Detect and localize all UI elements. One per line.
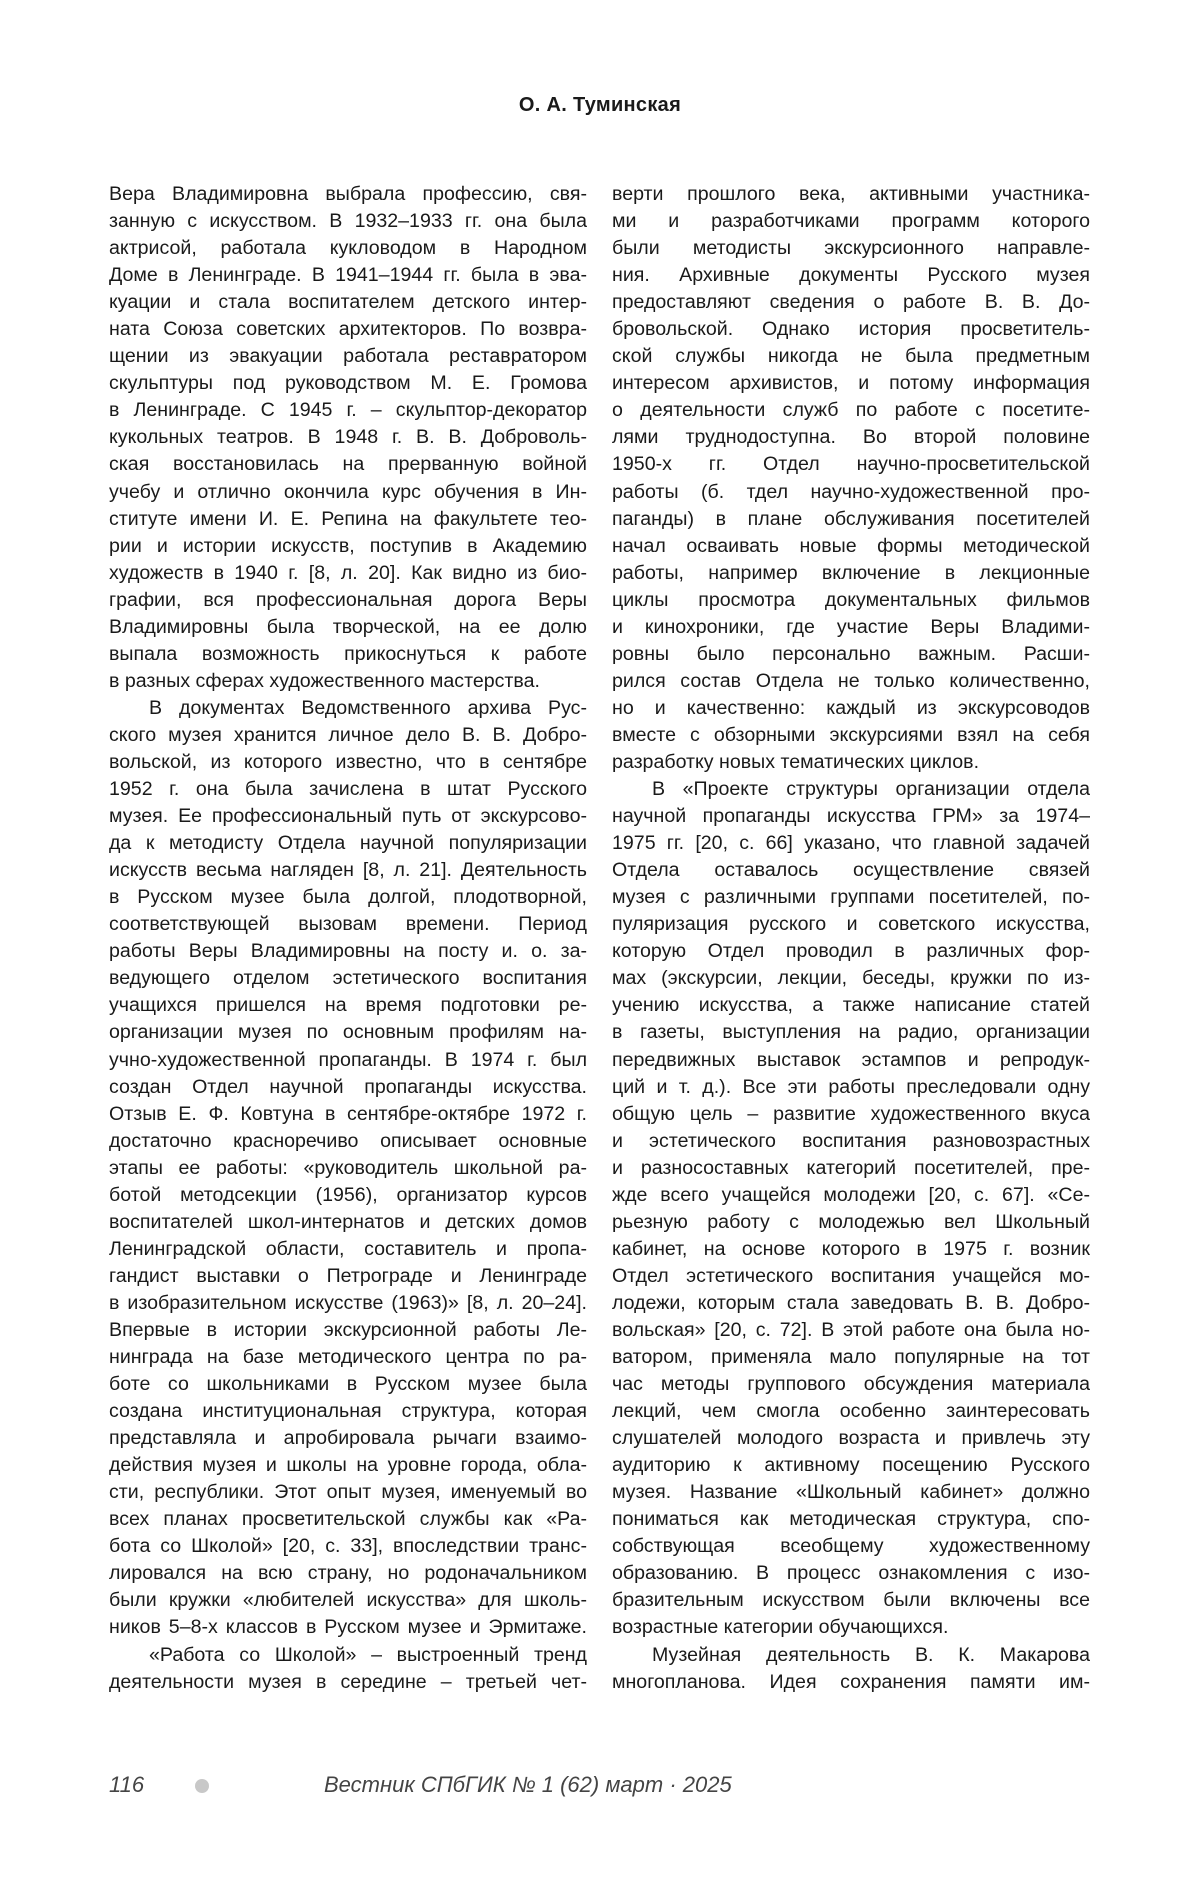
text-line: паганды) в плане обслуживания посетителей [612, 507, 1090, 530]
text-line: ская восстановилась на прерванную войной [109, 453, 587, 476]
text-line: и эстетического воспитания разновозрастных [612, 1129, 1090, 1152]
text-line: циклы просмотра документальных фильмов [612, 588, 1090, 611]
text-line: научной пропаганды искусства ГРМ» за 1974– [612, 805, 1090, 828]
text-line: действия музея и школы на уровне города, обла- [109, 1454, 587, 1477]
text-line: кабинет, на основе которого в 1975 г. возник [612, 1237, 1090, 1260]
text-line: да к методисту Отдела научной популяризации [109, 832, 587, 855]
text-line: Доме в Ленинграде. В 1941–1944 гг. была в эва- [109, 264, 587, 287]
text-line: гандист выставки о Петрограде и Ленинграде [109, 1264, 587, 1287]
text-line: собствующая всеобщему художественному [612, 1535, 1090, 1558]
text-line: ботой методсекции (1956), организатор курсов [109, 1183, 587, 1206]
left-text-column [109, 181, 587, 1696]
text-line: жде всего учащейся молодежи [20, с. 67]. «Се- [612, 1183, 1090, 1206]
journal-footer: Вестник СПбГИК № 1 (62) март · 2025 [324, 1772, 732, 1797]
text-line: верти прошлого века, активными участника- [612, 183, 1090, 205]
text-line: ведующего отделом эстетического воспитания [109, 967, 587, 990]
text-line: рился состав Отдела не только количественно, [612, 669, 1090, 692]
text-line: предоставляют сведения о работе В. В. До- [612, 291, 1090, 314]
text-line: 1950-х гг. Отдел научно-просветительской [612, 453, 1090, 476]
text-line: выпала возможность прикоснуться к работе [109, 642, 587, 665]
text-line: 1952 г. она была зачислена в штат Русского [109, 778, 587, 801]
text-line: слушателей молодого возраста и привлечь эту [612, 1427, 1090, 1450]
text-line: Впервые в истории экскурсионной работы Ле- [109, 1318, 587, 1341]
text-line: пониматься как методическая структура, спо- [612, 1508, 1090, 1531]
text-line: ватором, применяла мало популярные на тот [612, 1346, 1090, 1369]
running-head-author: О. А. Туминская [518, 94, 682, 116]
text-line: музея. Ее профессиональный путь от экскурсово- [109, 805, 587, 828]
text-line: занную с искусством. В 1932–1933 гг. она была [109, 210, 587, 233]
text-line: образованию. В процесс ознакомления с изо- [612, 1562, 1090, 1585]
text-line: графии, вся профессиональная дорога Веры [109, 588, 587, 611]
text-line: о деятельности служб по работе с посетите- [612, 399, 1090, 422]
text-line: ровны было персонально важным. Расши- [612, 642, 1090, 665]
text-line: Отдела оставалось осуществление связей [612, 859, 1090, 882]
text-line: ми и разработчиками программ которого [612, 210, 1090, 233]
text-line: соответствующей вызовам времени. Период [109, 913, 587, 936]
text-line: всех планах просветительской службы как «Ра- [109, 1508, 587, 1531]
text-line: возрастные категории обучающихся. [612, 1616, 949, 1639]
text-line: пуляризация русского и советского искусства, [612, 913, 1090, 936]
text-line: «Работа со Школой» – выстроенный тренд [149, 1643, 587, 1666]
text-line: кукольных театров. В 1948 г. В. В. Доброволь- [109, 426, 587, 449]
text-line: Музейная деятельность В. К. Макарова [652, 1643, 1090, 1666]
text-line: ской службы никогда не была предметным [612, 345, 1090, 368]
text-line: Вера Владимировна выбрала профессию, свя- [109, 183, 587, 205]
text-line: рьезную работу с молодежью вел Школьный [612, 1210, 1090, 1233]
text-line: разработку новых тематических циклов. [612, 750, 980, 773]
text-line: работы, например включение в лекционные [612, 561, 1090, 584]
page-number: 116 [109, 1772, 145, 1797]
text-line: боте со школьниками в Русском музее была [109, 1373, 587, 1396]
text-line: Отдел эстетического воспитания учащейся мо- [612, 1264, 1090, 1287]
text-line: лями труднодоступна. Во второй половине [612, 426, 1090, 449]
text-line: многопланова. Идея сохранения памяти им- [612, 1670, 1090, 1693]
text-line: 1975 гг. [20, с. 66] указано, что главной задачей [612, 832, 1090, 855]
text-line: и кинохроники, где участие Веры Владими- [612, 615, 1090, 638]
text-line: создан Отдел научной пропаганды искусства. [109, 1075, 587, 1098]
text-line: работы (б. тдел научно-художественной про- [612, 480, 1090, 503]
text-line: ников 5–8-х классов в Русском музее и Эрмитаже. [109, 1616, 587, 1639]
text-line: деятельности музея в середине – третьей чет- [109, 1670, 587, 1693]
text-line: ций и т. д.). Все эти работы преследовали одну [612, 1075, 1090, 1098]
text-line: вольской, из которого известно, что в сентябре [109, 750, 587, 773]
text-line: бровольской. Однако история просветитель- [612, 318, 1090, 341]
text-line: были кружки «любителей искусства» для школь- [109, 1589, 587, 1612]
text-line: лировался на всю страну, но родоначальником [109, 1562, 587, 1585]
text-line: в разных сферах художественного мастерства. [109, 669, 540, 692]
text-line: ната Союза советских архитекторов. По возвра- [109, 318, 587, 341]
text-line: щении из эвакуации работала реставратором [109, 345, 587, 368]
text-line: были методисты экскурсионного направле- [612, 237, 1090, 260]
text-line: начал осваивать новые формы методической [612, 534, 1090, 557]
text-line: скульптуры под руководством М. Е. Громова [109, 372, 587, 395]
text-line: час методы группового обсуждения материала [612, 1373, 1090, 1396]
text-line: ния. Архивные документы Русского музея [612, 264, 1090, 287]
text-line: Владимировны была творческой, на ее долю [109, 615, 587, 638]
text-line: в Ленинграде. С 1945 г. – скульптор-декоратор [109, 399, 587, 422]
text-line: вольская» [20, с. 72]. В этой работе она была но- [612, 1318, 1090, 1341]
text-line: в газеты, выступления на радио, организации [612, 1021, 1090, 1044]
text-line: бота со Школой» [20, с. 33], впоследствии транс- [109, 1535, 587, 1558]
text-line: В «Проекте структуры организации отдела [652, 778, 1090, 801]
text-line: интересом архивистов, и потому информация [612, 372, 1090, 395]
text-line: нинграда на базе методического центра по ра- [109, 1346, 587, 1369]
text-line: В документах Ведомственного архива Рус- [149, 696, 587, 719]
text-line: вместе с обзорными экскурсиями взял на себя [612, 723, 1090, 746]
text-line: аудиторию к активному посещению Русского [612, 1454, 1090, 1477]
text-line: передвижных выставок эстампов и репродук- [612, 1048, 1090, 1071]
text-line: бразительным искусством были включены все [612, 1589, 1090, 1612]
text-line: актрисой, работала кукловодом в Народном [109, 237, 587, 260]
text-line: общую цель – развитие художественного вкуса [612, 1102, 1090, 1125]
text-line: представляла и апробировала рычаги взаимо- [109, 1427, 587, 1450]
text-line: музея с различными группами посетителей, по- [612, 886, 1090, 909]
text-line: работы Веры Владимировны на посту и. о. за- [109, 940, 587, 963]
footer-dot-icon [195, 1779, 209, 1793]
text-line: учащихся пришелся на время подготовки ре- [109, 994, 587, 1017]
text-line: учебу и отлично окончила курс обучения в Ин- [109, 480, 587, 503]
text-line: организации музея по основным профилям на- [109, 1021, 587, 1044]
text-line: достаточно красноречиво описывает основные [109, 1129, 587, 1152]
text-line: ституте имени И. Е. Репина на факультете тео- [109, 507, 587, 530]
text-line: художеств в 1940 г. [8, л. 20]. Как видно из био- [109, 561, 587, 584]
text-line: и разносоставных категорий посетителей, пре- [612, 1156, 1090, 1179]
text-line: искусств весьма нагляден [8, л. 21]. Деятельность [109, 859, 587, 882]
text-line: учно-художественной пропаганды. В 1974 г. был [109, 1048, 587, 1071]
text-line: лекций, чем смогла особенно заинтересовать [612, 1400, 1090, 1423]
text-line: воспитателей школ-интернатов и детских домов [109, 1210, 587, 1233]
right-text-column [612, 181, 1090, 1696]
text-line: рии и истории искусств, поступив в Академию [109, 534, 587, 557]
text-line: которую Отдел проводил в различных фор- [612, 940, 1090, 963]
text-line: мах (экскурсии, лекции, беседы, кружки по из- [612, 967, 1090, 990]
text-line: в изобразительном искусстве (1963)» [8, л. 20–24]. [109, 1291, 587, 1314]
text-line: лодежи, которым стала заведовать В. В. Добро- [612, 1291, 1090, 1314]
text-line: Ленинградской области, составитель и пропа- [109, 1237, 587, 1260]
text-line: учению искусства, а также написание статей [612, 994, 1090, 1017]
text-line: в Русском музее была долгой, плодотворной, [109, 886, 587, 909]
text-line: но и качественно: каждый из экскурсоводов [612, 696, 1090, 719]
text-line: Отзыв Е. Ф. Ковтуна в сентябре-октябре 1972 г. [109, 1102, 587, 1125]
text-line: куации и стала воспитателем детского интер- [109, 291, 587, 314]
text-line: музея. Название «Школьный кабинет» должно [612, 1481, 1090, 1504]
text-line: этапы ее работы: «руководитель школьной ра- [109, 1156, 587, 1179]
text-line: создана институциональная структура, которая [109, 1400, 587, 1423]
text-line: сти, республики. Этот опыт музея, именуемый во [109, 1481, 587, 1504]
text-line: ского музея хранится личное дело В. В. Добро- [109, 723, 587, 746]
